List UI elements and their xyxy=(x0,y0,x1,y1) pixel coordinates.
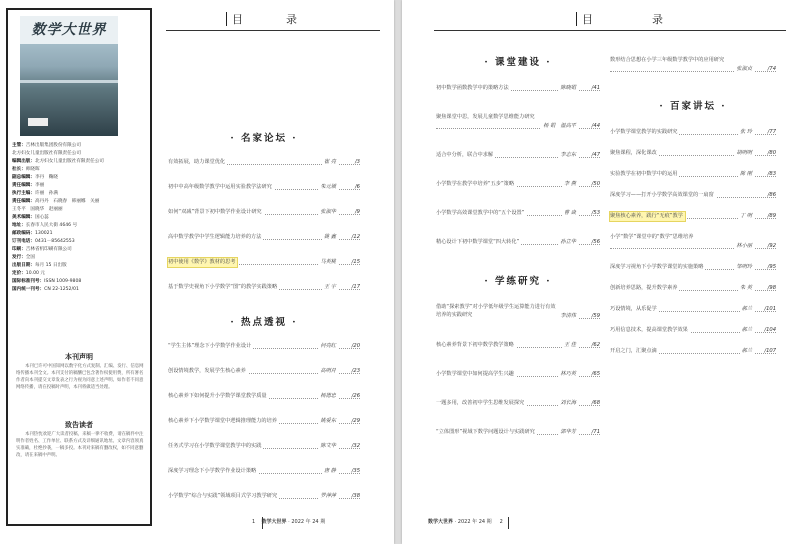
toc-entry-title: 初中使用《数学》教材的思考 xyxy=(168,259,236,265)
toc-entry-page: /77 xyxy=(767,129,776,135)
notice-text: 本刊已许可中国知网以数字化方式复制、汇编、发行、信息网络传播本刊全文。本刊支付的稿酬已包含著作权使用费，所有署名作者向本刊提交文章发表之行为视为同意上述声明。如作者不同意网络传播，请在投稿时声明，本刊将做适当处理。 xyxy=(16,364,144,390)
toc-entry-page: /32 xyxy=(351,443,360,449)
toc-entry-author: 李 燕 xyxy=(563,181,576,187)
page-number: 1 xyxy=(252,519,256,525)
toc-entry-author: 张 玲 xyxy=(739,129,752,135)
toc-entry-page: /104 xyxy=(764,327,776,333)
journal-name: 数学大世界 xyxy=(428,519,454,525)
publication-detail-row xyxy=(12,206,150,214)
toc-entry-page: /56 xyxy=(591,239,600,245)
publication-detail-row xyxy=(12,150,150,158)
toc-entry-author: 孙立华 xyxy=(560,239,576,245)
toc-entry-page: /53 xyxy=(591,210,600,216)
toc-entry-page: /86 xyxy=(767,192,776,198)
toc-entry[interactable] xyxy=(436,341,600,350)
publication-detail-row xyxy=(12,238,150,246)
toc-entry-page: /23 xyxy=(351,368,360,374)
detail-value: 全国 xyxy=(25,255,35,260)
toc-entry[interactable] xyxy=(610,128,776,137)
toc-entry-author: 张淑贞 xyxy=(736,66,752,72)
toc-entry-page: /20 xyxy=(351,343,360,349)
toc-entry-author: 郝兰 xyxy=(741,306,752,312)
toc-entry[interactable] xyxy=(436,180,600,189)
detail-label: 邮政编码： xyxy=(12,231,35,236)
toc-entry[interactable] xyxy=(436,303,600,321)
magazine-info-panel xyxy=(6,8,152,526)
detail-value: 北方妇女儿童出版社有限责任公司 xyxy=(34,159,104,164)
toc-entry[interactable] xyxy=(436,151,600,160)
publication-detail-row xyxy=(12,230,150,238)
toc-entry-title: 如何“双减”背景下初中数学作业设计研究 xyxy=(168,209,262,215)
publication-detail-row xyxy=(12,278,150,286)
toc-entry[interactable] xyxy=(168,258,360,267)
toc-entry-author: 王 宇 xyxy=(323,284,336,290)
toc-entry-author: 崔 亮 xyxy=(323,159,336,165)
toc-entry[interactable] xyxy=(168,417,360,426)
toc-entry[interactable] xyxy=(610,263,776,272)
toc-entry[interactable] xyxy=(436,84,600,93)
toc-entry-author: 林小丽 xyxy=(736,243,752,249)
publication-detail-row xyxy=(12,286,150,294)
detail-label: 发行： xyxy=(12,255,26,260)
detail-value: 10.00 元 xyxy=(25,271,46,276)
toc-entry[interactable] xyxy=(610,284,776,293)
toc-entry[interactable] xyxy=(168,233,360,242)
toc-entry-title: 巧设情境，从乐促学 xyxy=(610,306,657,312)
toc-entry-page: /107 xyxy=(764,348,776,354)
toc-entry[interactable] xyxy=(610,56,776,74)
section-heading: · 学练研究 · xyxy=(484,276,552,287)
toc-entry-title: 开启之门，汇聚点滴 xyxy=(610,348,657,354)
toc-entry-title: 聚焦核心素养，践行“无痕”教学 xyxy=(610,213,683,219)
toc-entry[interactable] xyxy=(168,183,360,192)
toc-entry-author: 何亮红 xyxy=(320,343,336,349)
toc-entry-title: 有效拓展，助力课堂优化 xyxy=(168,159,226,165)
toc-entry-title: 聚焦课程，深化课改 xyxy=(610,150,657,156)
toc-entry[interactable] xyxy=(436,209,600,218)
detail-value: CN 22-1252/01 xyxy=(44,287,79,292)
detail-label: 编辑出版： xyxy=(12,159,35,164)
publication-detail-row xyxy=(12,246,150,254)
detail-label: 地址： xyxy=(12,223,26,228)
toc-entry[interactable] xyxy=(168,442,360,451)
toc-entry[interactable] xyxy=(610,170,776,179)
detail-value: 吉林省机印刷有限公司 xyxy=(25,247,72,252)
toc-entry[interactable] xyxy=(436,399,600,408)
toc-entry-author: 马英桃 xyxy=(320,259,336,265)
toc-entry-title: “学生主体”理念下小学数学作业设计 xyxy=(168,343,252,349)
toc-entry[interactable] xyxy=(610,149,776,158)
toc-entry[interactable] xyxy=(436,238,600,247)
toc-entry-title: 高中数学教学中学生逻辑能力培养的方法 xyxy=(168,234,262,240)
detail-value: 长春市人民大街 4646 号 xyxy=(25,223,78,228)
toc-entry-page: /6 xyxy=(354,184,360,190)
issue-label: · 2022 年 24 期 xyxy=(454,519,492,525)
toc-entry-author: 姚爱东 xyxy=(320,418,336,424)
publication-detail-row xyxy=(12,198,150,206)
toc-entry-author: 郝兰 xyxy=(741,348,752,354)
toc-header-char: 录 xyxy=(652,13,663,26)
toc-entry-title: 任务式学习在小学数学课堂教学中的实践 xyxy=(168,443,262,449)
toc-entry-title: 小学“数学”课堂中的“数学”思维培养 xyxy=(610,233,732,241)
toc-entry[interactable] xyxy=(610,326,776,335)
toc-entry-author: 郭华芳 xyxy=(560,429,576,435)
detail-label: 副总编辑： xyxy=(12,175,35,180)
toc-entry-author: 唐 静 xyxy=(323,468,336,474)
toc-entry[interactable] xyxy=(168,367,360,376)
toc-entry-author: 胡明明 xyxy=(736,150,752,156)
toc-entry-title: “立体图形”视域下数学问题设计与实践研究 xyxy=(436,429,535,435)
toc-entry-author: 张淑华 xyxy=(320,209,336,215)
publication-details xyxy=(12,142,150,294)
detail-value: 北方妇女儿童出版社有限责任公司 xyxy=(12,151,81,156)
detail-value: 0431－85642553 xyxy=(34,239,75,244)
toc-header xyxy=(434,8,786,31)
issue-label: · 2022 年 24 期 xyxy=(288,519,326,525)
toc-entry-author: 陈 刚 xyxy=(739,171,752,177)
toc-entry-author: 陈晓娟 xyxy=(560,85,576,91)
publication-detail-row xyxy=(12,214,150,222)
toc-entry-author: 邹明玲 xyxy=(736,264,752,270)
toc-entry-page: /50 xyxy=(591,181,600,187)
publication-detail-row xyxy=(12,174,150,182)
toc-entry-page: /17 xyxy=(351,284,360,290)
toc-entry-page: /47 xyxy=(591,152,600,158)
detail-value: 李丹 鞠晓 xyxy=(34,175,58,180)
detail-label: 国际标准刊号： xyxy=(12,279,45,284)
toc-entry-title: 初中中高年级数学教学中运用实验教学法研究 xyxy=(168,184,272,190)
toc-entry[interactable] xyxy=(168,283,360,292)
toc-entry-title: 适合中分析，联合中求解 xyxy=(436,152,494,158)
publication-detail-row xyxy=(12,158,150,166)
publication-detail-row xyxy=(12,262,150,270)
toc-entry-author: 丁 明 xyxy=(739,213,752,219)
toc-entry-page: /101 xyxy=(764,306,776,312)
toc-entry-page: /15 xyxy=(351,259,360,265)
toc-entry[interactable] xyxy=(436,113,600,131)
toc-entry-page: /29 xyxy=(351,418,360,424)
toc-entry[interactable] xyxy=(610,347,776,356)
toc-entry-title: 小学数学“综合与实践”领域项目式学习教学研究 xyxy=(168,493,278,499)
toc-entry-author: 曹 焱 xyxy=(563,210,576,216)
publication-detail-row xyxy=(12,254,150,262)
detail-label: 责任编辑： xyxy=(12,199,35,204)
section-heading: · 热点透视 · xyxy=(230,317,298,328)
detail-value: 吉林出版集团股份有限公司 xyxy=(25,143,81,148)
toc-entry-page: /35 xyxy=(351,468,360,474)
detail-label: 主管： xyxy=(12,143,26,148)
detail-label: 美术编辑： xyxy=(12,215,35,220)
toc-entry[interactable] xyxy=(610,212,776,221)
toc-entry-page: /80 xyxy=(767,150,776,156)
publication-detail-row xyxy=(12,142,150,150)
toc-entry-page: /68 xyxy=(591,400,600,406)
toc-entry-author: 刘长海 xyxy=(560,400,576,406)
toc-entry[interactable] xyxy=(168,492,360,501)
page-number: 2 xyxy=(499,519,503,525)
toc-entry[interactable] xyxy=(168,392,360,401)
toc-entry-page: /92 xyxy=(767,243,776,249)
detail-label: 订刊电话： xyxy=(12,239,35,244)
toc-entry-page: /74 xyxy=(767,66,776,72)
page-footer xyxy=(252,518,325,525)
toc-entry-title: 基于数学史视角下小学数学“图”的教学实践策略 xyxy=(168,284,278,290)
toc-entry-title: 核心素养下如何提升小学数学课堂教学质量 xyxy=(168,393,267,399)
toc-entry-title: 深度学习——打开小学数学高效课堂的一扇窗 xyxy=(610,192,714,198)
toc-entry-title: 小学数学课堂中如何提高学生兴趣 xyxy=(436,371,514,377)
toc-entry-page: /3 xyxy=(354,159,360,165)
toc-entry[interactable] xyxy=(610,233,776,251)
toc-entry-author: 王 佳 xyxy=(563,342,576,348)
publication-detail-row xyxy=(12,182,150,190)
reader-notice-text: 本刊热忱欢迎广大读者投稿，来稿一律不收费，请在稿件中注明作者姓名、工作单位、联系方式及详细通讯地址。文章内容须真实准确，杜绝抄袭，一稿多投。本刊对来稿有删改权，如不同意删改，请在来稿中声明。 xyxy=(16,432,144,458)
toc-page-2 xyxy=(402,0,800,544)
toc-entry-page: /9 xyxy=(354,209,360,215)
toc-entry-title: 聚焦课堂中思，发展儿童数学思维能力研究 xyxy=(436,113,558,121)
toc-entry-author: 李清伟 xyxy=(560,313,576,319)
toc-entry-title: 核心素养下小学数学课堂中逻辑推理能力的培养 xyxy=(168,418,277,424)
detail-value: ISSN 1009-9808 xyxy=(44,279,82,284)
toc-entry-title: 实验教学在初中数学中的运用 xyxy=(610,171,678,177)
toc-entry-author: 郝兰 xyxy=(741,327,752,333)
detail-label: 责任编辑： xyxy=(12,183,35,188)
toc-entry-page: /12 xyxy=(351,234,360,240)
detail-label: 出版日期： xyxy=(12,263,35,268)
toc-page-1 xyxy=(0,0,394,544)
detail-label: 国内统一刊号： xyxy=(12,287,45,292)
toc-entry[interactable] xyxy=(168,342,360,351)
toc-entry-author: 朱元锁 xyxy=(320,184,336,190)
detail-value: 130021 xyxy=(34,231,53,236)
toc-entry-author: 杨德忠 xyxy=(320,393,336,399)
toc-entry-author: 陈文华 xyxy=(320,443,336,449)
toc-entry-title: 数形结合思想在小学三年级数学教学中的应用研究 xyxy=(610,56,732,64)
magazine-cover-image xyxy=(20,16,118,136)
toc-entry-title: 巧用信息技术，提高课堂教学效果 xyxy=(610,327,688,333)
toc-entry-author: 罗萍萍 xyxy=(320,493,336,499)
cover-title: 数学大世界 xyxy=(31,22,107,38)
detail-value: 师晓晖 xyxy=(25,167,40,172)
toc-header xyxy=(166,8,380,31)
section-heading: · 课堂建设 · xyxy=(484,57,552,68)
detail-value: 高丹丹 石晓春 韩丽娜 关丽 xyxy=(34,199,100,204)
toc-entry-page: /83 xyxy=(767,171,776,177)
toc-entry-author: 李志东 xyxy=(560,152,576,158)
detail-value: 每月 15 日出版 xyxy=(34,263,67,268)
detail-value: 许丽 孙满 xyxy=(34,191,58,196)
detail-value: 王冬平 国晓华 赵丽丽 xyxy=(12,207,63,212)
toc-entry-title: 小学数学在教学中培养“五步”策略 xyxy=(436,181,515,187)
toc-entry-author: 林巧英 xyxy=(560,371,576,377)
detail-value: 国心蕊 xyxy=(34,215,49,220)
page-footer xyxy=(428,518,503,525)
journal-name: 数学大世界 xyxy=(261,519,287,525)
publication-detail-row xyxy=(12,222,150,230)
toc-entry-page: /95 xyxy=(767,264,776,270)
toc-entry[interactable] xyxy=(436,428,600,437)
toc-entry-page: /71 xyxy=(591,429,600,435)
toc-entry-page: /26 xyxy=(351,393,360,399)
section-heading: · 百家讲坛 · xyxy=(659,101,727,112)
toc-entry-author: 杨 娟 温高平 xyxy=(543,123,576,129)
detail-label: 社长： xyxy=(12,167,26,172)
publication-detail-row xyxy=(12,190,150,198)
toc-entry-title: 深度学习视角下小学数学课堂的实施策略 xyxy=(610,264,704,270)
notice-title: 本刊声明 xyxy=(65,353,93,361)
toc-entry[interactable] xyxy=(610,191,776,200)
toc-entry-title: 创设情境教学，发展学生核心素养 xyxy=(168,368,246,374)
publication-detail-row xyxy=(12,166,150,174)
detail-label: 定价： xyxy=(12,271,26,276)
detail-label: 印刷： xyxy=(12,247,26,252)
toc-entry-author: 高明月 xyxy=(320,368,336,374)
toc-entry-title: 创新培养思路，提升数学素养 xyxy=(610,285,678,291)
toc-entry-author: 朱 英 xyxy=(739,285,752,291)
toc-entry-page: /62 xyxy=(591,342,600,348)
toc-entry-author: 姚 鑫 xyxy=(323,234,336,240)
toc-header-char: 目 xyxy=(582,13,593,26)
detail-value: 李丽 xyxy=(34,183,45,188)
reader-notice-title: 致告读者 xyxy=(65,421,93,429)
toc-entry-title: 借助“探索教学”对小学低年级学生运算能力进行有效培养的实践研究 xyxy=(436,303,558,319)
toc-entry-page: /89 xyxy=(767,213,776,219)
toc-entry[interactable] xyxy=(168,208,360,217)
publication-detail-row xyxy=(12,270,150,278)
toc-header-char: 录 xyxy=(286,13,297,26)
toc-entry[interactable] xyxy=(168,467,360,476)
toc-entry-page: /98 xyxy=(767,285,776,291)
section-heading: · 名家论坛 · xyxy=(230,133,298,144)
toc-entry-title: 核心素养背景下初中数学教学策略 xyxy=(436,342,514,348)
toc-entry-title: 一题多用，改善初中学生思维发展探究 xyxy=(436,400,525,406)
toc-entry-title: 精心设计下初中数学课堂“四大转化” xyxy=(436,239,520,245)
toc-entry-page: /44 xyxy=(591,123,600,129)
toc-entry[interactable] xyxy=(436,370,600,379)
toc-entry[interactable] xyxy=(168,158,360,167)
toc-entry-title: 初中数学函数教学中的策略方法 xyxy=(436,85,509,91)
toc-entry-title: 小学数学课堂教学的实践研究 xyxy=(610,129,678,135)
toc-entry-page: /59 xyxy=(591,313,600,319)
toc-entry[interactable] xyxy=(610,305,776,314)
toc-header-char: 目 xyxy=(232,13,243,26)
toc-entry-page: /65 xyxy=(591,371,600,377)
toc-entry-page: /38 xyxy=(351,493,360,499)
detail-label: 执行主编： xyxy=(12,191,35,196)
toc-entry-page: /41 xyxy=(591,85,600,91)
toc-entry-title: 小学数学高效课堂教学中的“五个设置” xyxy=(436,210,525,216)
toc-entry-title: 深度学习理念下小学数学作业设计策略 xyxy=(168,468,257,474)
